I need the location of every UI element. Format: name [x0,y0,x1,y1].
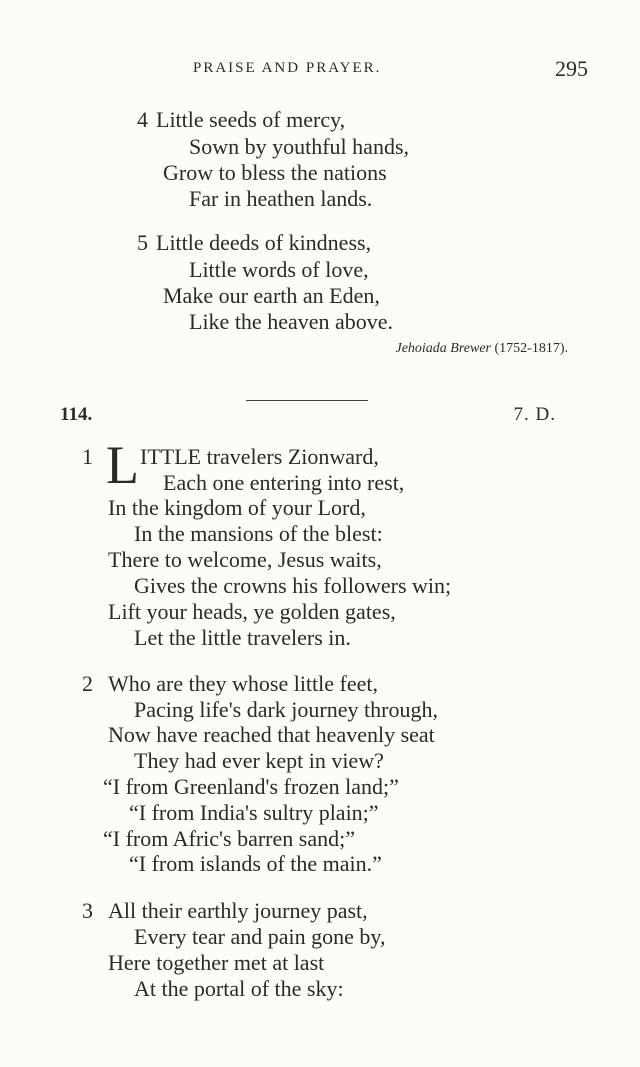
verse-line: Make our earth an Eden, [163,283,380,308]
verse-number: 3 [82,898,93,923]
author-attribution [395,341,568,357]
verse-line: Here together met at last [108,950,325,975]
verse-line: Who are they whose little feet, [108,671,379,696]
verse-line: Sown by youthful hands, [189,134,409,159]
verse-line: Far in heathen lands. [189,186,373,211]
verse-line: Little words of love, [189,257,369,282]
verse-number: 1 [82,444,93,469]
section-divider [246,400,368,401]
verse-line: All their earthly journey past, [108,898,368,923]
verse-line: “I from Afric's barren sand;” [103,826,355,851]
verse-line: Pacing life's dark journey through, [134,697,438,722]
author-name: Jehoiada Brewer [395,341,491,356]
drop-cap: L [106,435,139,495]
verse-line: In the mansions of the blest: [134,521,383,546]
hymn-number: 114. [60,404,93,425]
verse-line: Every tear and pain gone by, [134,924,386,949]
verse-line: “I from islands of the main.” [129,851,382,876]
verse-line: 4 Little seeds of mercy, [137,107,346,132]
page-number: 295 [555,56,588,81]
verse-line: Grow to bless the nations [163,160,387,185]
verse-number: 2 [82,671,93,696]
verse-line: Each one entering into rest, [163,470,405,495]
verse-line: At the portal of the sky: [134,976,344,1001]
author-dates: (1752-1817). [494,341,568,356]
verse-line: There to welcome, Jesus waits, [108,547,382,572]
verse-line: Now have reached that heavenly seat [108,722,435,747]
verse-number: 5 [137,230,148,255]
verse-line: 5 Little deeds of kindness, [137,230,372,255]
verse-line: Let the little travelers in. [134,625,351,650]
hymn-meter: 7. D. [513,404,556,425]
verse-line: “I from Greenland's frozen land;” [103,774,399,799]
verse-line: Lift your heads, ye golden gates, [108,599,396,624]
verse-number: 4 [137,107,148,132]
verse-line: In the kingdom of your Lord, [108,495,366,520]
verse-line: ITTLE travelers Zionward, [140,444,379,469]
running-title: PRAISE AND PRAYER. [193,60,382,76]
verse-line: They had ever kept in view? [134,748,384,773]
verse-line: “I from India's sultry plain;” [129,800,379,825]
verse-line: Like the heaven above. [189,309,394,334]
verse-line: Gives the crowns his followers win; [134,573,452,598]
running-head [0,58,640,82]
